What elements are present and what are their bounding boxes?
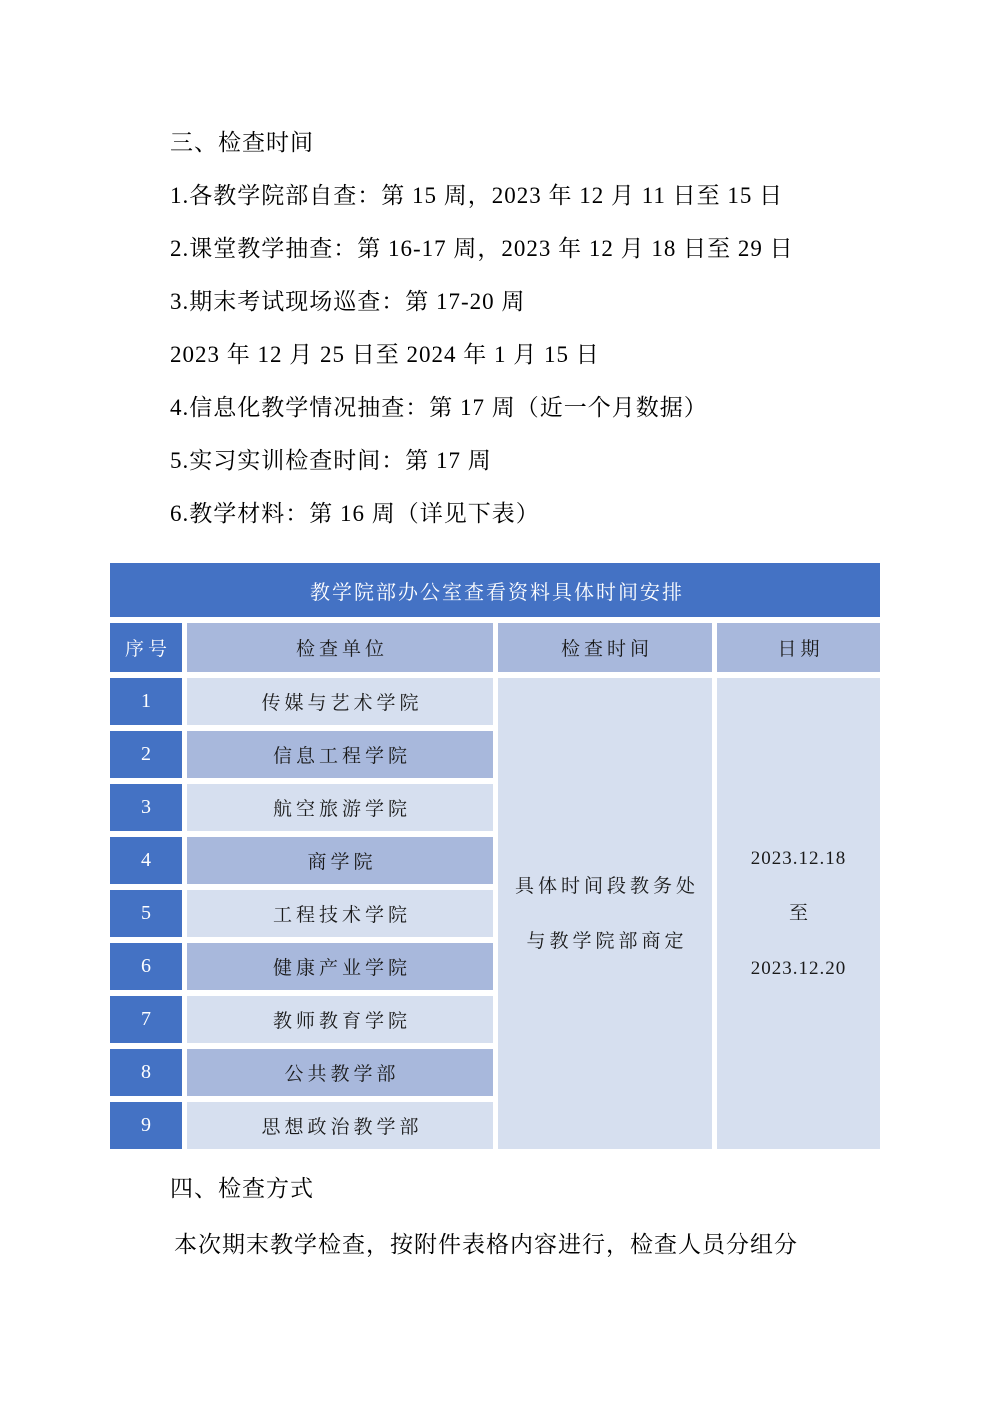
merged-time-line2: 与教学院部商定 <box>526 930 688 952</box>
row-number: 4 <box>110 837 182 884</box>
row-unit: 商学院 <box>187 837 493 884</box>
row-unit: 健康产业学院 <box>187 943 493 990</box>
merged-date-end: 2023.12.20 <box>750 958 847 979</box>
inspection-schedule-list <box>170 167 930 538</box>
merged-date-cell <box>717 678 880 1149</box>
row-number: 7 <box>110 996 182 1043</box>
column-header-no: 序号 <box>110 623 182 672</box>
row-unit: 公共教学部 <box>187 1049 493 1096</box>
row-unit: 思想政治教学部 <box>187 1102 493 1149</box>
list-item-self-check: 1.各教学院部自查：第 15 周，2023 年 12 月 11 日至 15 日 <box>170 183 784 208</box>
section-heading-inspection-time: 三、检查时间 <box>170 130 314 155</box>
row-number: 3 <box>110 784 182 831</box>
row-unit: 传媒与艺术学院 <box>187 678 493 725</box>
inspection-method-paragraph: 本次期末教学检查，按附件表格内容进行，检查人员分组分 <box>174 1232 798 1257</box>
column-header-time: 检查时间 <box>498 623 712 672</box>
merged-date-to: 至 <box>788 903 812 924</box>
section-heading-inspection-method: 四、检查方式 <box>170 1176 314 1201</box>
merged-date-start: 2023.12.18 <box>750 848 847 869</box>
row-number: 2 <box>110 731 182 778</box>
row-unit: 信息工程学院 <box>187 731 493 778</box>
list-item-exam-date-range: 2023 年 12 月 25 日至 2024 年 1 月 15 日 <box>170 342 600 367</box>
list-item-final-exam-patrol: 3.期末考试现场巡查：第 17-20 周 <box>170 289 526 314</box>
row-number: 5 <box>110 890 182 937</box>
list-item-informatization-check: 4.信息化教学情况抽查：第 17 周（近一个月数据） <box>170 395 708 420</box>
column-header-unit: 检查单位 <box>187 623 493 672</box>
row-number: 9 <box>110 1102 182 1149</box>
merged-time-cell <box>498 678 712 1149</box>
list-item-classroom-spot-check: 2.课堂教学抽查：第 16-17 周，2023 年 12 月 18 日至 29 日 <box>170 236 794 261</box>
row-unit: 航空旅游学院 <box>187 784 493 831</box>
column-header-date: 日期 <box>717 623 880 672</box>
row-unit: 教师教育学院 <box>187 996 493 1043</box>
list-item-teaching-materials: 6.教学材料：第 16 周（详见下表） <box>170 501 540 526</box>
row-unit: 工程技术学院 <box>187 890 493 937</box>
office-review-schedule-table <box>110 563 880 1149</box>
row-number: 8 <box>110 1049 182 1096</box>
row-number: 1 <box>110 678 182 725</box>
row-number: 6 <box>110 943 182 990</box>
list-item-practice-training-check: 5.实习实训检查时间：第 17 周 <box>170 448 492 473</box>
merged-time-line1: 具体时间段教务处 <box>514 875 699 897</box>
table-title: 教学院部办公室查看资料具体时间安排 <box>110 563 880 617</box>
